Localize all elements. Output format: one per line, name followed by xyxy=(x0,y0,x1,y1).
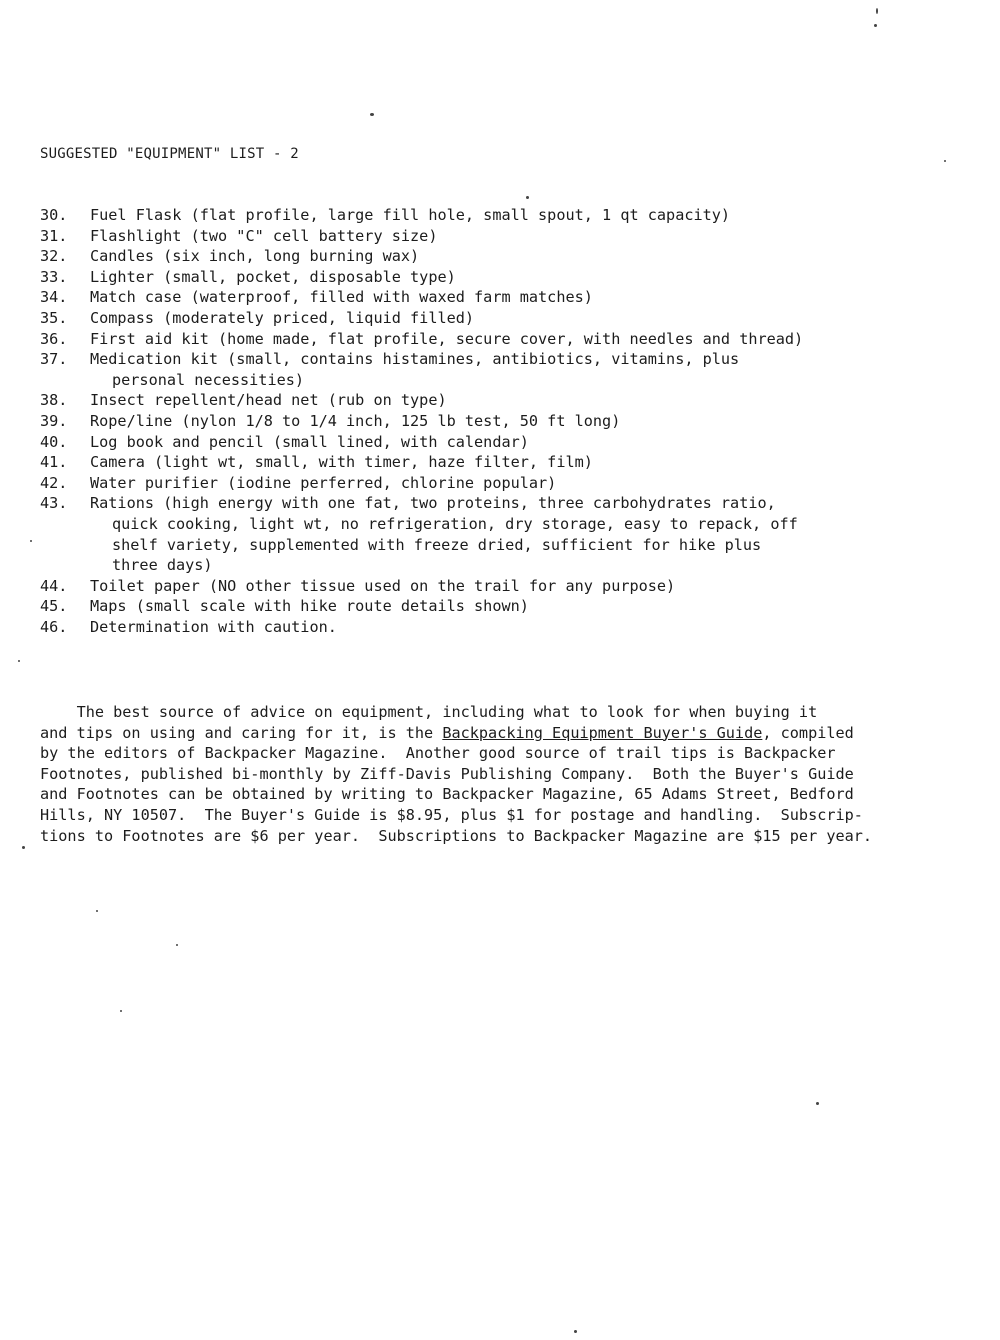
item-text: Water purifier (iodine perferred, chlorine popular) xyxy=(90,473,557,492)
scan-speck xyxy=(876,8,878,14)
list-item xyxy=(40,473,940,494)
list-item xyxy=(40,432,940,453)
item-number: 43. xyxy=(40,494,68,513)
item-text: Fuel Flask (flat profile, large fill hole, small spout, 1 qt capacity) xyxy=(90,206,731,224)
scan-speck xyxy=(22,846,25,849)
item-number: 41. xyxy=(40,453,68,472)
item-number xyxy=(40,370,90,391)
page-heading: SUGGESTED "EQUIPMENT" LIST - 2 xyxy=(40,146,299,162)
item-text: personal necessities) xyxy=(112,370,305,389)
item-text: First aid kit (home made, flat profile, secure cover, with needles and thread) xyxy=(90,329,804,348)
scan-speck xyxy=(30,540,32,542)
list-item xyxy=(40,596,940,617)
paragraph-line-2-end: , compiled xyxy=(762,723,854,742)
list-item xyxy=(40,226,940,247)
item-text: Log book and pencil (small lined, with calendar) xyxy=(90,432,529,451)
list-item-continuation xyxy=(40,535,940,556)
list-item xyxy=(40,287,940,308)
scan-speck xyxy=(120,1010,122,1012)
list-item-continuation xyxy=(40,514,940,535)
item-text: Rations (high energy with one fat, two proteins, three carbohydrates ratio, xyxy=(90,494,776,513)
item-number xyxy=(40,555,90,576)
item-number: 39. xyxy=(40,411,68,430)
item-number: 33. xyxy=(40,267,68,286)
item-text: Candles (six inch, long burning wax) xyxy=(90,247,420,266)
item-number: 31. xyxy=(40,226,68,245)
item-text: Compass (moderately priced, liquid filled) xyxy=(90,308,475,327)
paragraph-line-2-start: and tips on using and caring for it, is the xyxy=(40,723,443,742)
item-number: 35. xyxy=(40,308,68,327)
item-text: Toilet paper (NO other tissue used on the trail for any purpose) xyxy=(90,576,676,595)
scan-speck xyxy=(18,660,20,662)
scan-speck xyxy=(574,1330,577,1333)
paragraph-line-7: tions to Footnotes are $6 per year. Subscriptions to Backpacker Magazine are $15 per year. xyxy=(40,826,873,845)
list-item xyxy=(40,576,940,597)
item-number: 42. xyxy=(40,473,68,492)
list-item xyxy=(40,205,940,226)
list-item xyxy=(40,493,940,514)
item-text: Determination with caution. xyxy=(90,617,337,636)
list-item xyxy=(40,617,940,638)
paragraph-line-1: The best source of advice on equipment, including what to look for when buying it xyxy=(40,703,818,721)
scan-speck xyxy=(526,196,529,199)
scan-speck xyxy=(816,1102,819,1105)
item-number: 44. xyxy=(40,576,68,595)
list-item xyxy=(40,349,940,370)
paragraph-line-3: by the editors of Backpacker Magazine. Another good source of trail tips is Backpacker xyxy=(40,744,836,763)
item-number: 46. xyxy=(40,617,68,636)
item-number: 38. xyxy=(40,391,68,410)
scan-speck xyxy=(96,910,98,912)
paragraph-line-6: Hills, NY 10507. The Buyer's Guide is $8.95, plus $1 for postage and handling. Subscrip- xyxy=(40,805,863,824)
scan-speck xyxy=(176,944,178,946)
item-number xyxy=(40,535,90,556)
paragraph-line-5: and Footnotes can be obtained by writing to Backpacker Magazine, 65 Adams Street, Bedford xyxy=(40,785,854,804)
item-text: Medication kit (small, contains histamines, antibiotics, vitamins, plus xyxy=(90,350,740,369)
list-item-continuation xyxy=(40,370,940,391)
item-number: 45. xyxy=(40,597,68,616)
scan-speck xyxy=(370,113,374,116)
list-item-continuation xyxy=(40,555,940,576)
item-number: 36. xyxy=(40,329,68,348)
paragraph-line-2 xyxy=(40,723,970,744)
list-item xyxy=(40,452,940,473)
item-text: shelf variety, supplemented with freeze dried, sufficient for hike plus xyxy=(112,535,762,554)
equipment-list xyxy=(40,205,940,637)
item-text: Match case (waterproof, filled with waxed farm matches) xyxy=(90,288,593,307)
list-item xyxy=(40,390,940,411)
item-text: three days) xyxy=(112,556,213,575)
scan-speck xyxy=(944,160,946,162)
item-number: 40. xyxy=(40,432,68,451)
list-item xyxy=(40,308,940,329)
item-text: Flashlight (two "C" cell battery size) xyxy=(90,226,438,245)
buyers-guide-title: Backpacking Equipment Buyer's Guide xyxy=(442,723,763,742)
item-number xyxy=(40,514,90,535)
item-number: 37. xyxy=(40,350,68,369)
list-item xyxy=(40,267,940,288)
item-text: Maps (small scale with hike route details shown) xyxy=(90,597,529,616)
list-item xyxy=(40,411,940,432)
list-item xyxy=(40,246,940,267)
item-number: 30. xyxy=(40,206,68,224)
item-number: 32. xyxy=(40,247,68,266)
item-number: 34. xyxy=(40,288,68,307)
item-text: Lighter (small, pocket, disposable type) xyxy=(90,267,456,286)
item-text: Insect repellent/head net (rub on type) xyxy=(90,391,447,410)
list-item xyxy=(40,329,940,350)
item-text: Camera (light wt, small, with timer, haze filter, film) xyxy=(90,453,593,472)
scan-speck xyxy=(874,24,877,27)
paragraph-line-4: Footnotes, published bi-monthly by Ziff-Davis Publishing Company. Both the Buyer's Guide xyxy=(40,764,854,783)
item-text: quick cooking, light wt, no refrigeration, dry storage, easy to repack, off xyxy=(112,514,798,533)
item-text: Rope/line (nylon 1/8 to 1/4 inch, 125 lb test, 50 ft long) xyxy=(90,411,621,430)
advice-paragraph xyxy=(40,702,970,846)
